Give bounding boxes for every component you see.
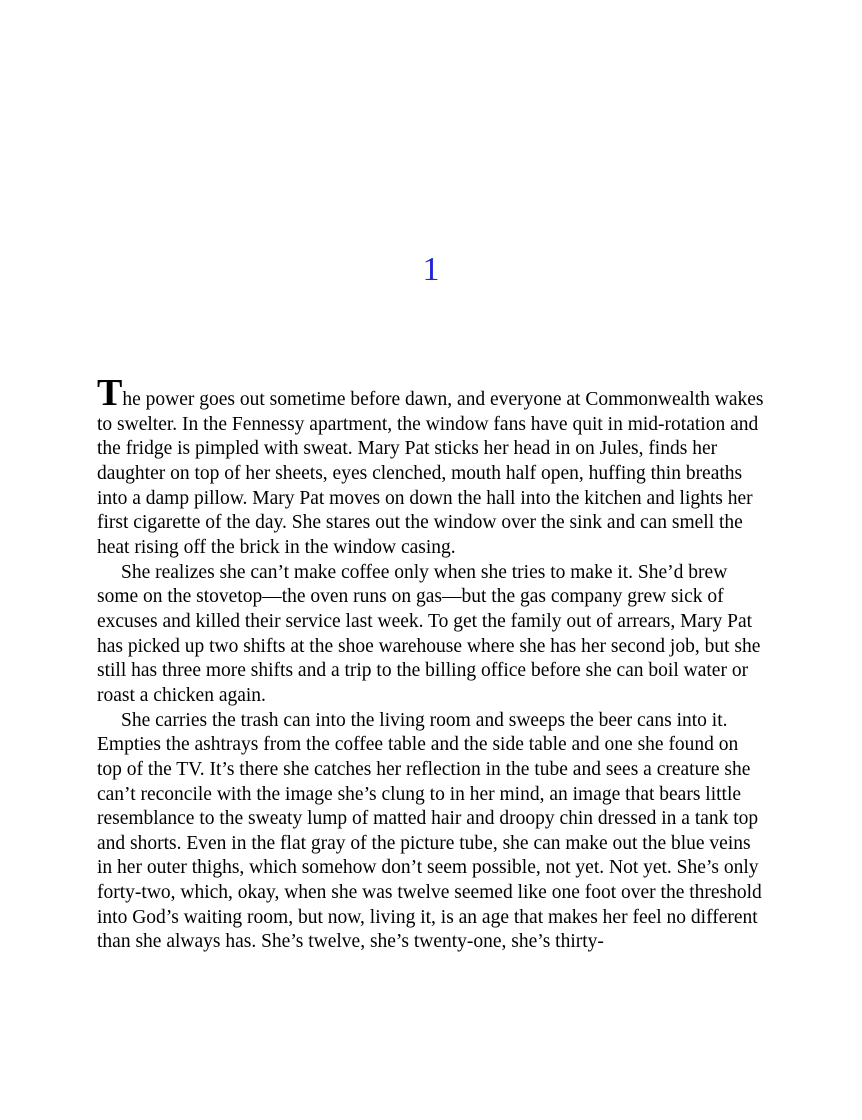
paragraph: She carries the trash can into the living room and sweeps the beer cans into it. Empties the ashtrays from the coffee table and the side table and one she found on top of the TV. It’s there she catches her reflection in the tube and sees a creature she can’t reconcile with the image she’s clung to in her mind, an image that bears little resemblance to the sweaty lump of matted hair and droopy chin dressed in a tank top and shorts. Even in the flat gray of the picture tube, she can make out the blue veins in her outer thighs, which somehow don’t seem possible, not yet. Not yet. She’s only forty-two, which, okay, when she was twelve seemed like one foot over the threshold into God’s waiting room, but now, living it, is an age that makes her feel no different than she always has. She’s twelve, she’s twenty-one, she’s thirty-	[97, 709, 762, 953]
chapter-number: 1	[422, 251, 440, 288]
paragraph-text: he power goes out sometime before dawn, and everyone at Commonwealth wakes to swelter. In the Fennessy apartment, the window fans have quit in mid-rotation and the fridge is pimpled with sweat. Mary Pat sticks her head in on Jules, finds her daughter on top of her sheets, eyes clenched, mouth half open, huffing thin breaths into a damp pillow. Mary Pat moves on down the hall into the kitchen and lights her first cigarette of the day. She stares out the window over the sink and can smell the heat rising off the brick in the window casing.	[97, 389, 764, 558]
paragraph: She realizes she can’t make coffee only when she tries to make it. She’d brew some on the stovetop—the oven runs on gas—but the gas company grew sick of excuses and killed their service last week. To get the family out of arrears, Mary Pat has picked up two shifts at the shoe warehouse where she has her second job, but she still has three more shifts and a trip to the billing office before she can boil water or roast a chicken again.	[97, 561, 761, 706]
initial-cap: T	[97, 372, 123, 414]
paragraph	[97, 372, 767, 561]
chapter-body	[97, 372, 767, 955]
